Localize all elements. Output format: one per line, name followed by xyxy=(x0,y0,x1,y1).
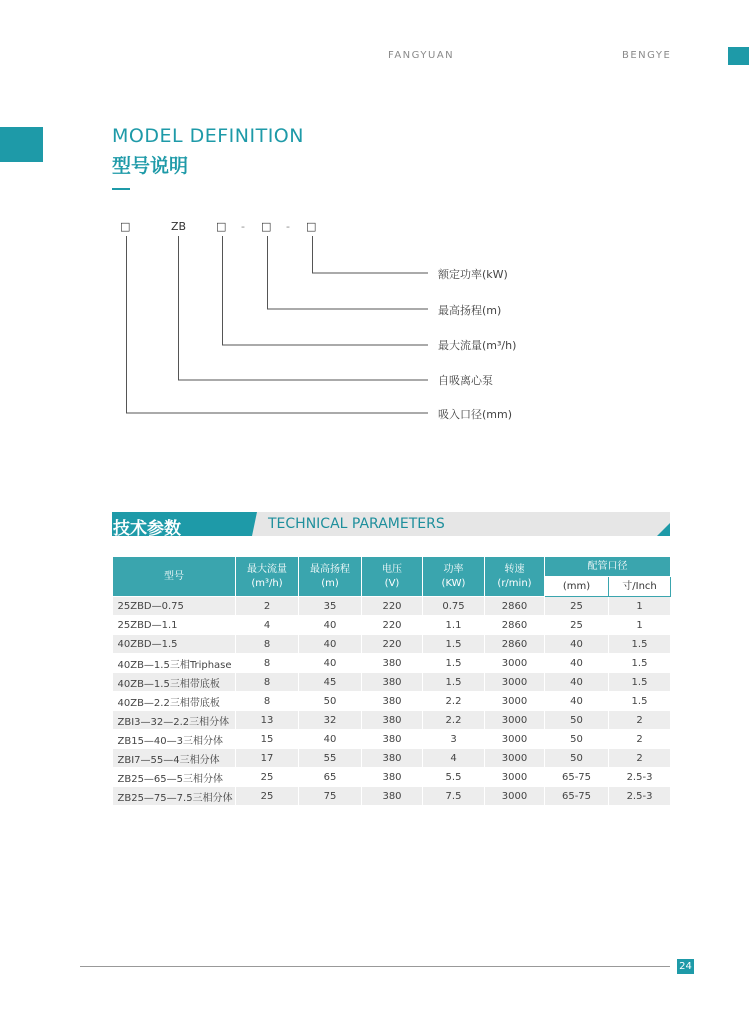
cell-model: 40ZBD—1.5 xyxy=(113,635,236,654)
cell-model: ZB25—75—7.5三相分体 xyxy=(113,787,236,806)
table-cell: 15 xyxy=(236,730,299,749)
cell-model: ZB25—65—5三相分体 xyxy=(113,768,236,787)
th-speed: 转速 (r/min) xyxy=(485,557,545,597)
table-cell: 40 xyxy=(545,654,609,673)
code-dash-1: - xyxy=(241,220,245,233)
table-cell: 2860 xyxy=(485,616,545,635)
table-cell: 220 xyxy=(362,635,423,654)
code-box-3: □ xyxy=(261,220,272,233)
code-box-1: □ xyxy=(120,220,131,233)
table-cell: 1.5 xyxy=(609,673,671,692)
table-cell: 8 xyxy=(236,692,299,711)
table-row xyxy=(113,730,671,749)
table-cell: 40 xyxy=(545,635,609,654)
table-cell: 2 xyxy=(609,711,671,730)
table-cell: 2860 xyxy=(485,635,545,654)
th-head: 最高扬程 (m) xyxy=(299,557,362,597)
table-cell: 25 xyxy=(236,787,299,806)
model-code-connector-lines xyxy=(0,0,749,430)
table-row xyxy=(113,616,671,635)
table-cell: 2 xyxy=(609,749,671,768)
code-dash-2: - xyxy=(286,220,290,233)
tech-title-cn: 技术参数 xyxy=(113,519,181,539)
model-definition-title-en: MODEL DEFINITION xyxy=(112,125,304,147)
table-cell: 2.2 xyxy=(423,711,485,730)
cell-model: 25ZBD—0.75 xyxy=(113,597,236,616)
table-cell: 380 xyxy=(362,730,423,749)
cell-model: ZB15—40—3三相分体 xyxy=(113,730,236,749)
table-cell: 3000 xyxy=(485,654,545,673)
cell-model: ZBI3—32—2.2三相分体 xyxy=(113,711,236,730)
table-cell: 380 xyxy=(362,768,423,787)
table-row xyxy=(113,635,671,654)
table-cell: 4 xyxy=(423,749,485,768)
header-brand-left: FANGYUAN xyxy=(388,50,455,61)
table-cell: 50 xyxy=(545,730,609,749)
label-max-flow: 最大流量(m³/h) xyxy=(438,339,517,352)
header-brand-right: BENGYE xyxy=(622,50,672,61)
table-cell: 8 xyxy=(236,654,299,673)
table-cell: 3000 xyxy=(485,749,545,768)
table-cell: 40 xyxy=(545,673,609,692)
table-cell: 1.5 xyxy=(423,673,485,692)
th-pipe-inch: 寸/Inch xyxy=(609,577,671,597)
table-cell: 40 xyxy=(299,654,362,673)
table-cell: 2.5-3 xyxy=(609,787,671,806)
table-cell: 380 xyxy=(362,787,423,806)
label-inlet-diameter: 吸入口径(mm) xyxy=(438,408,513,421)
table-cell: 32 xyxy=(299,711,362,730)
tech-parameters-table xyxy=(112,556,671,806)
table-cell: 2860 xyxy=(485,597,545,616)
table-cell: 25 xyxy=(545,616,609,635)
code-box-4: □ xyxy=(306,220,317,233)
table-cell: 40 xyxy=(299,635,362,654)
table-cell: 1.5 xyxy=(423,635,485,654)
table-cell: 3000 xyxy=(485,692,545,711)
table-cell: 1.1 xyxy=(423,616,485,635)
tech-title-en: TECHNICAL PARAMETERS xyxy=(268,516,445,532)
th-pipe: 配管口径 xyxy=(545,557,671,577)
page-number: 24 xyxy=(677,959,694,974)
table-row xyxy=(113,597,671,616)
table-cell: 380 xyxy=(362,673,423,692)
label-max-head: 最高扬程(m) xyxy=(438,304,502,317)
table-cell: 2 xyxy=(236,597,299,616)
table-cell: 1.5 xyxy=(609,654,671,673)
table-cell: 40 xyxy=(545,692,609,711)
table-cell: 25 xyxy=(545,597,609,616)
table-row xyxy=(113,749,671,768)
cell-model: 40ZB—2.2三相带底板 xyxy=(113,692,236,711)
table-cell: 8 xyxy=(236,673,299,692)
table-row xyxy=(113,673,671,692)
table-cell: 40 xyxy=(299,616,362,635)
label-rated-power: 额定功率(kW) xyxy=(438,268,508,281)
table-cell: 65-75 xyxy=(545,787,609,806)
table-cell: 380 xyxy=(362,711,423,730)
code-box-2: □ xyxy=(216,220,227,233)
table-cell: 5.5 xyxy=(423,768,485,787)
table-cell: 1.5 xyxy=(609,692,671,711)
table-cell: 7.5 xyxy=(423,787,485,806)
table-cell: 65 xyxy=(299,768,362,787)
table-cell: 220 xyxy=(362,616,423,635)
table-row xyxy=(113,787,671,806)
table-cell: 25 xyxy=(236,768,299,787)
footer-divider xyxy=(80,966,670,967)
table-cell: 3000 xyxy=(485,673,545,692)
table-cell: 3000 xyxy=(485,787,545,806)
th-pipe-mm: (mm) xyxy=(545,577,609,597)
table-cell: 8 xyxy=(236,635,299,654)
cell-model: 40ZB—1.5三相Triphase xyxy=(113,654,236,673)
table-cell: 1 xyxy=(609,616,671,635)
table-cell: 0.75 xyxy=(423,597,485,616)
table-cell: 1 xyxy=(609,597,671,616)
table-cell: 3000 xyxy=(485,730,545,749)
table-cell: 2 xyxy=(609,730,671,749)
cell-model: 25ZBD—1.1 xyxy=(113,616,236,635)
table-cell: 50 xyxy=(545,749,609,768)
table-cell: 380 xyxy=(362,749,423,768)
table-cell: 40 xyxy=(299,730,362,749)
model-definition-title-cn: 型号说明 xyxy=(112,155,189,177)
table-cell: 1.5 xyxy=(423,654,485,673)
table-cell: 50 xyxy=(545,711,609,730)
label-self-priming-pump: 自吸离心泵 xyxy=(438,374,493,387)
table-cell: 2.5-3 xyxy=(609,768,671,787)
table-cell: 3000 xyxy=(485,711,545,730)
th-voltage: 电压 (V) xyxy=(362,557,423,597)
table-row xyxy=(113,692,671,711)
code-zb: ZB xyxy=(171,220,187,233)
cell-model: 40ZB—1.5三相带底板 xyxy=(113,673,236,692)
table-row xyxy=(113,654,671,673)
table-cell: 45 xyxy=(299,673,362,692)
table-cell: 1.5 xyxy=(609,635,671,654)
table-cell: 3000 xyxy=(485,768,545,787)
table-cell: 4 xyxy=(236,616,299,635)
th-model: 型号 xyxy=(113,557,236,597)
table-cell: 220 xyxy=(362,597,423,616)
table-cell: 2.2 xyxy=(423,692,485,711)
table-row xyxy=(113,711,671,730)
table-cell: 380 xyxy=(362,654,423,673)
table-cell: 75 xyxy=(299,787,362,806)
table-cell: 35 xyxy=(299,597,362,616)
table-cell: 17 xyxy=(236,749,299,768)
table-cell: 50 xyxy=(299,692,362,711)
table-cell: 380 xyxy=(362,692,423,711)
table-cell: 65-75 xyxy=(545,768,609,787)
table-row xyxy=(113,768,671,787)
cell-model: ZBI7—55—4三相分体 xyxy=(113,749,236,768)
table-cell: 13 xyxy=(236,711,299,730)
th-power: 功率 (KW) xyxy=(423,557,485,597)
th-flow: 最大流量 (m³/h) xyxy=(236,557,299,597)
table-cell: 55 xyxy=(299,749,362,768)
table-cell: 3 xyxy=(423,730,485,749)
